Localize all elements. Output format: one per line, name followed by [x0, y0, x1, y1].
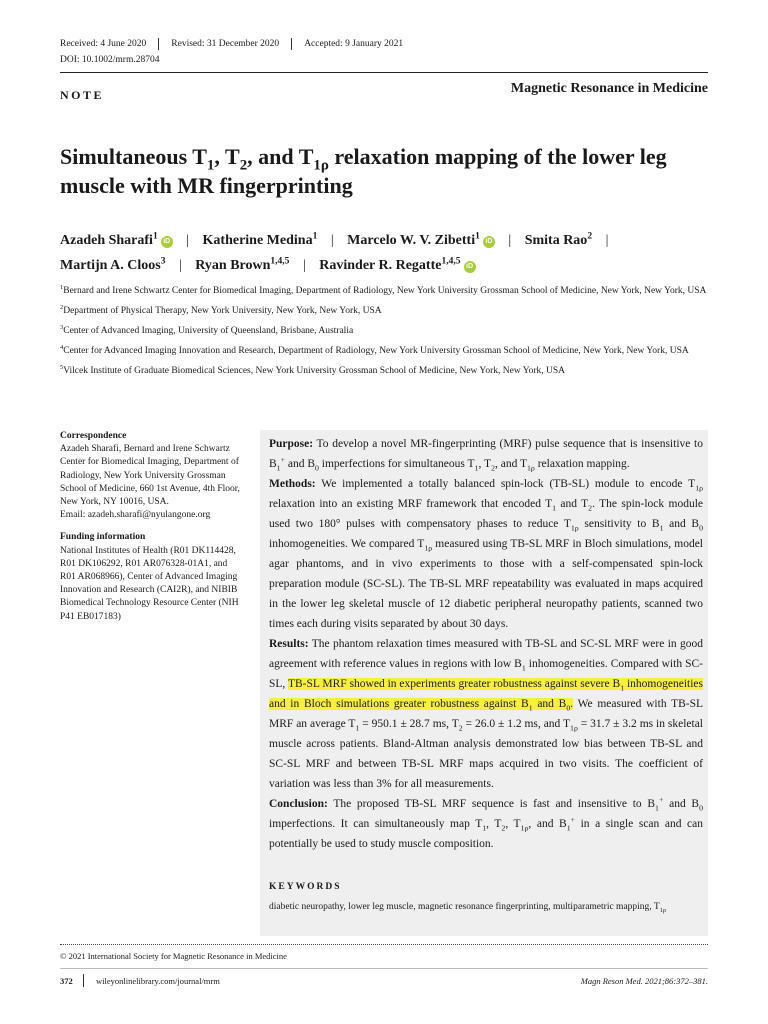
revised-date: Revised: 31 December 2020 [171, 39, 280, 49]
article-dates [60, 38, 403, 50]
citation: Magn Reson Med. 2021;86:372–381. [580, 976, 708, 986]
page-number: 372 [60, 976, 73, 986]
correspondence-heading: Correspondence [60, 431, 127, 441]
side-column [60, 430, 240, 633]
orcid-icon[interactable]: iD [161, 236, 173, 248]
author[interactable]: Marcelo W. V. Zibetti$^1$ [347, 231, 480, 248]
journal-name: Magnetic Resonance in Medicine [510, 81, 708, 96]
section-label: NOTE [60, 88, 105, 102]
affiliation-5: $^5$Vilcek Institute of Graduate Biomedical Sciences, New York University Grossman School of Medicine, New York, New York, USA [60, 363, 566, 376]
abstract-box [260, 430, 708, 936]
accepted-date: Accepted: 9 January 2021 [304, 39, 404, 49]
doi[interactable]: DOI: 10.1002/mrm.28704 [60, 55, 160, 65]
author-list: Azadeh Sharafi$^1$iD | Katherine Medina$^1$ | Marcelo W. V. Zibetti$^1$iD | Smita Rao$^2$ | Martijn A. Cloos$^3$ | Ryan Brown$^{1,4,5}$ | Ravinder R. Regatte$^{1,4,5}$iD [60, 231, 609, 273]
affiliations [60, 284, 710, 384]
affiliation-4: $^4$Center for Advanced Imaging Innovation and Research, Department of Radiology, New York University Grossman School of Medicine, New York, New York, USA [60, 343, 689, 356]
affiliation-3: $^3$Center of Advanced Imaging, University of Queensland, Brisbane, Australia [60, 323, 354, 336]
footer-divider [60, 944, 708, 945]
title-line-2: muscle with MR fingerprinting [60, 173, 353, 198]
author[interactable]: Smita Rao$^2$ [524, 231, 593, 248]
page-separator [83, 974, 84, 987]
funding-body: National Institutes of Health (R01 DK114428, R01 DK106292, R01 AR076328-01A1, and R01 AR068966), Center of Advanced Imaging Innovation and Research (CAI2R), and NIBIB Biomedical Technology Resource Center (NIH P41 EB017183) [60, 545, 239, 622]
author[interactable]: Ryan Brown$^{1,4,5}$ [195, 256, 290, 273]
received-date: Received: 4 June 2020 [60, 39, 147, 49]
author[interactable]: Martijn A. Cloos$^3$ [60, 256, 166, 273]
affiliation-1: $^1$Bernard and Irene Schwartz Center for Biomedical Imaging, Department of Radiology, New York University Grossman School of Medicine, New York, New York, USA [60, 283, 707, 296]
author[interactable]: Katherine Medina$^1$ [202, 231, 318, 248]
header-rule [60, 72, 708, 73]
journal-url[interactable]: wileyonlinelibrary.com/journal/mrm [96, 976, 220, 986]
keywords-heading: KEYWORDS [269, 882, 342, 892]
correspondence-body: Azadeh Sharafi, Bernard and Irene Schwartz Center for Biomedical Imaging, Department of Radiology, New York University Grossman School of Medicine, 660 1st Avenue, 4th Floor, New York, NY 10016, USA. Email: azadeh.sharafi@nyulangone.org [60, 444, 240, 521]
abstract-text: Purpose: To develop a novel MR-fingerprinting (MRF) pulse sequence that is insensitive to $B_1^+$ and $B_0$ imperfections for simultaneous $T_1$, $T_2$, and $T_{1\rho}$ relaxation mapping. Methods: We implemented a totally balanced spin-lock (TB-SL) module to encode $T_{1\rho}$ relaxation into an existing MRF framework that encoded $T_1$ and $T_2$. The spin-lock module used two 180° pulses with compensatory phases to reduce $T_{1\rho}$ sensitivity to $B_1$ and $B_0$ inhomogeneities. We compared $T_{1\rho}$ measured using TB-SL MRF in Bloch simulations, model agar phantoms, and in vivo experiments to those with a self-compensated spin-lock preparation module (SC-SL). The TB-SL MRF repeatability was evaluated in maps acquired in the lower leg skeletal muscle of 12 diabetic peripheral neuropathy patients, scanned two times each during visits separated by about 30 days. Results: The phantom relaxation times measured with TB-SL and SC-SL MRF were in good agreement with reference values in regions with low $B_1$ inhomogeneities. Compared with SC-SL, TB-SL MRF showed in experiments greater robustness against severe $B_1$ inhomogeneities and in Bloch simulations greater robustness against $B_1$ and $B_0$. We measured with TB-SL MRF an average $T_1 = 950.1 \pm 28.7$ ms, $T_2 = 26.0 \pm 1.2$ ms, and $T_{1\rho} = 31.7 \pm 3.2$ ms in skeletal muscle across patients. Bland-Altman analysis demonstrated low bias between TB-SL and SC-SL MRF and between TB-SL MRF maps acquired in two visits. The coefficient of variation was less than 3% for all measurements. Conclusion: The proposed TB-SL MRF sequence is fast and insensitive to $B_1^+$ and $B_0$ imperfections. It can simultaneously map $T_1$, $T_2$, $T_{1\rho}$, and $B_1^+$ in a single scan and can potentially be used to study muscle composition. [269, 438, 704, 850]
highlighted-text[interactable]: TB-SL MRF showed in experiments greater robustness against severe $B_1$ inhomogeneities and in Bloch simulations greater robustness against $B_1$ and $B_0$. [269, 678, 703, 713]
author[interactable]: Ravinder R. Regatte$^{1,4,5}$ [319, 256, 461, 273]
email-link[interactable]: Email: azadeh.sharafi@nyulangone.org [60, 510, 211, 521]
funding-heading: Funding information [60, 532, 146, 543]
orcid-icon[interactable]: iD [483, 236, 495, 248]
footer-rule [60, 968, 708, 969]
affiliation-2: $^2$Department of Physical Therapy, New York University, New York, New York, USA [60, 303, 382, 316]
keywords: diabetic neuropathy, lower leg muscle, magnetic resonance fingerprinting, multiparametric mapping, $T_{1\rho}$ [269, 902, 667, 914]
orcid-icon[interactable]: iD [464, 261, 476, 273]
author[interactable]: Azadeh Sharafi$^1$ [60, 231, 158, 248]
copyright: © 2021 International Society for Magnetic Resonance in Medicine [60, 951, 287, 961]
article-title: Simultaneous $T_1$, $T_2$, and $T_{1\rho}$ relaxation mapping of the lower leg muscle with MR fingerprinting [60, 144, 667, 198]
